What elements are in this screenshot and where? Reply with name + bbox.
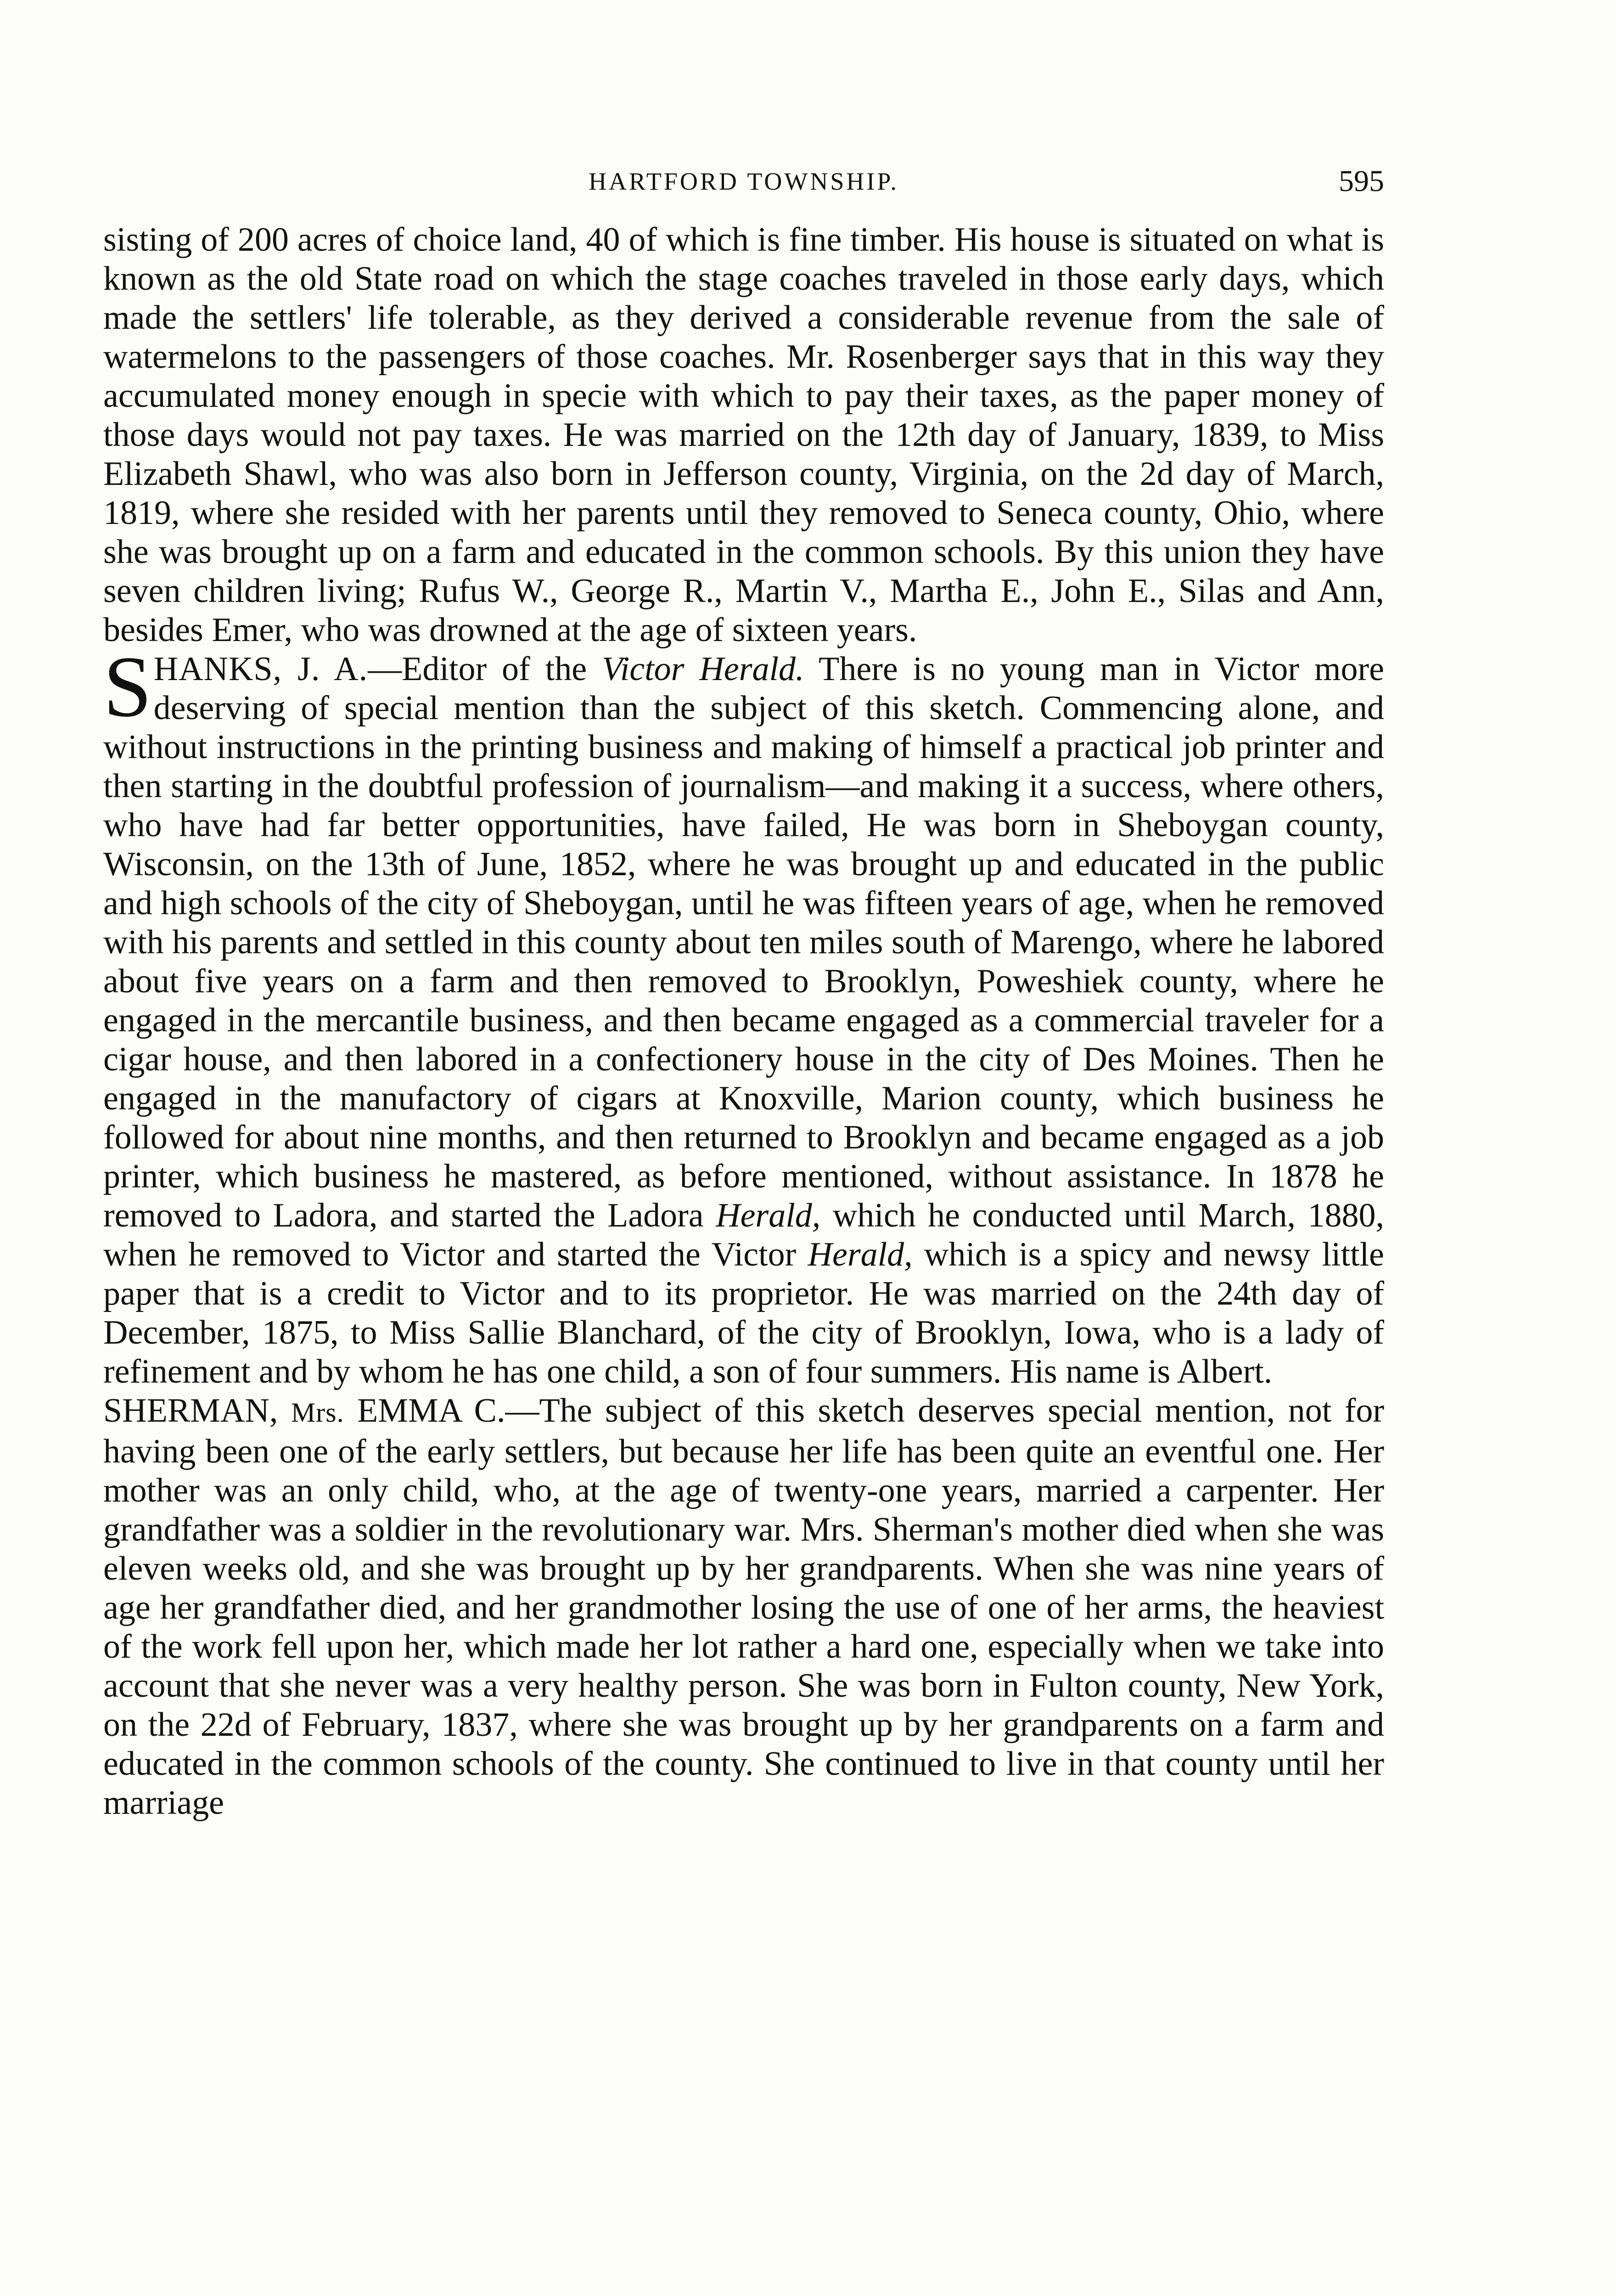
body-text [103,220,1384,1823]
entry-text: —The subject of this sketch deserves special mention, not for having been one of the early settlers, but because her life has been quite an eventful one. Her mother was an only child, who, at the age of twenty-one years, married a carpenter. Her grandfather was a soldier in the revolutionary war. Mrs. Sherman's mother died when she was eleven weeks old, and she was brought up by her grandparents. When she was nine years of age her grandfather died, and her grandmother losing the use of one of her arms, the heaviest of the work fell upon her, which made her lot rather a hard one, especially when we take into account that she never was a very healthy person. She was born in Fulton county, New York, on the 22d of February, 1837, where she was brought up by her grandparents on a farm and educated in the common schools of the county. She continued to live in that county until her marriage [103,1392,1384,1822]
paragraph-sherman-entry [103,1391,1384,1823]
running-head [103,163,1384,200]
entry-name-sherman: SHERMAN, [103,1392,291,1429]
entry-name-shanks: HANKS, J. A. [153,650,368,688]
newspaper-title: Herald, [808,1236,913,1273]
entry-text: There is no young man in Victor more deserving of special mention than the subject of this sketch. Commencing alone, and without instructions in the printing business and making of himself a practical job printer and then starting in the doubtful profession of journalism—and making it a success, where others, who have had far better opportunities, have failed, He was born in Sheboygan county, Wisconsin, on the 13th of June, 1852, where he was brought up and educated in the public and high schools of the city of Sheboygan, until he was fifteen years of age, when he removed with his parents and settled in this county about ten miles south of Marengo, where he labored about five years on a farm and then removed to Brooklyn, Poweshiek county, where he engaged in the mercantile business, and then became engaged as a commercial traveler for a cigar house, and then labored in a confectionery house in the city of Des Moines. Then he engaged in the manufactory of cigars at Knoxville, Marion county, which business he followed for about nine months, and then returned to Brooklyn and became engaged as a job printer, which business he mastered, as before mentioned, without assistance. In 1878 he removed to Ladora, and started the Ladora [103,650,1384,1234]
newspaper-title: Victor Herald. [602,650,804,688]
running-title: HARTFORD TOWNSHIP. [589,168,899,195]
entry-text: which he conducted until March, 1880, when he removed to Victor and started the Victor [103,1197,1384,1273]
entry-title-mrs: Mrs. [291,1397,344,1428]
page-number: 595 [1339,164,1384,198]
paragraph-rosenberger-continued: sisting of 200 acres of choice land, 40 of which is fine timber. His house is situated on what is known as the old State road on which the stage coaches traveled in those early days, which made the settlers' life tolerable, as they derived a considerable revenue from the sale of watermelons to the passengers of those coaches. Mr. Rosenberger says that in this way they accumulated money enough in specie with which to pay their taxes, as the paper money of those days would not pay taxes. He was married on the 12th day of January, 1839, to Miss Elizabeth Shawl, who was also born in Jefferson county, Virginia, on the 2d day of March, 1819, where she resided with her parents until they removed to Seneca county, Ohio, where she was brought up on a farm and educated in the common schools. By this union they have seven children living; Rufus W., George R., Martin V., Martha E., John E., Silas and Ann, besides Emer, who was drowned at the age of sixteen years. [103,221,1384,649]
entry-name-sherman-given: EMMA C. [344,1392,505,1429]
drop-cap: S [103,639,152,735]
entry-text: which is a spicy and newsy little paper that is a credit to Victor and to its proprietor. He was married on the 24th day of December, 1875, to Miss Sallie Blanchard, of the city of Brooklyn, Iowa, who is a lady of refinement and by whom he has one child, a son of four summers. His name is Albert. [103,1236,1384,1390]
paragraph-shanks-entry [103,639,1384,1391]
newspaper-title: Herald, [716,1197,821,1234]
entry-lead: —Editor of the [368,650,602,688]
